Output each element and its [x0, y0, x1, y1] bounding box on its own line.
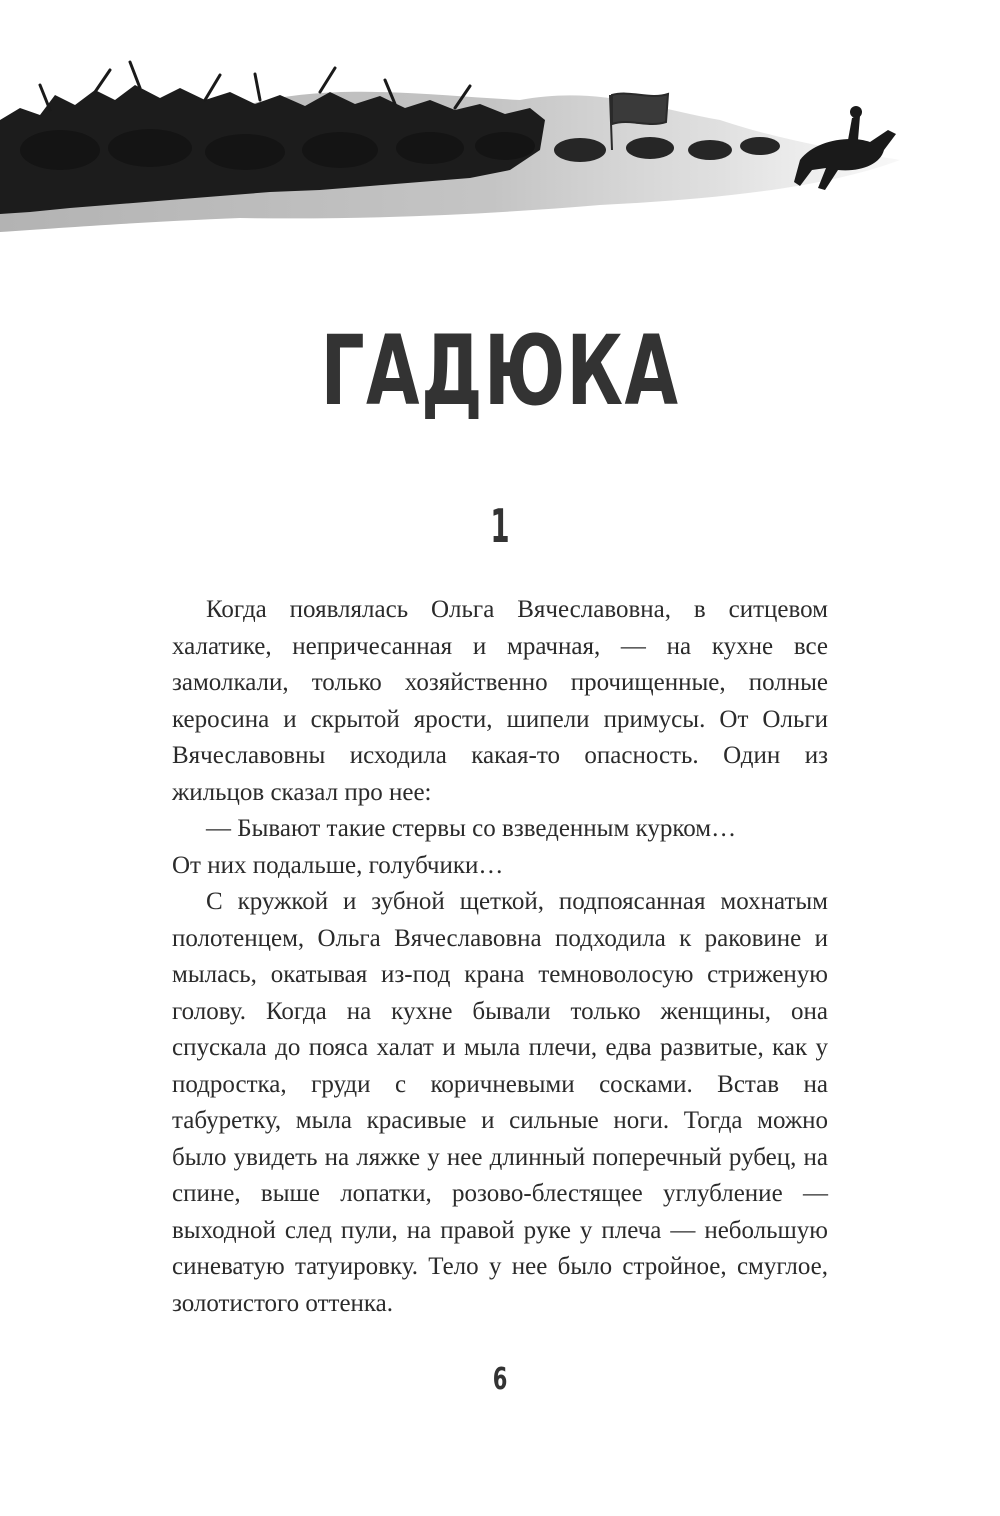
paragraph: От них подальше, голубчики… — [172, 851, 504, 879]
paragraph: — Бывают такие стервы со взведенным курком… — [206, 815, 737, 842]
chapter-body — [172, 592, 828, 1322]
paragraph: Когда появлялась Ольга Вячеславовна, в ситцевом халатике, непричесанная и мрачная, — на кухне все замолкали, только хозяйственно прочищенные, полные керосина и скрытой ярости, шипели примусы. От Ольги Вячеславовны исходила какая-то опасность. Один из жильцов сказал про нее: — [172, 596, 828, 806]
paragraph: С кружкой и зубной щеткой, подпоясанная мохнатым полотенцем, Ольга Вячеславовна подходила к раковине и мылась, окатывая из-под крана темноволосую стриженую голову. Когда на кухне бывали только женщины, она спускала до пояса халат и мыла плечи, едва развитые, как у подростка, груди с коричневыми сосками. Встав на табуретку, мыла красивые и сильные ноги. Тогда можно было увидеть на ляжке у нее длинный поперечный рубец, на спине, выше лопатки, розово-блестящее углубление — выходной след пули, на правой руке у плеча — небольшую синеватую татуировку. Тело у нее было стройное, смуглое, золотистого оттенка. — [172, 888, 828, 1317]
cavalry-charge-illustration — [0, 0, 1000, 250]
page-number: 6 — [492, 1362, 508, 1397]
chapter-title: ГАДЮКА — [320, 315, 680, 427]
section-number: 1 — [490, 499, 510, 553]
